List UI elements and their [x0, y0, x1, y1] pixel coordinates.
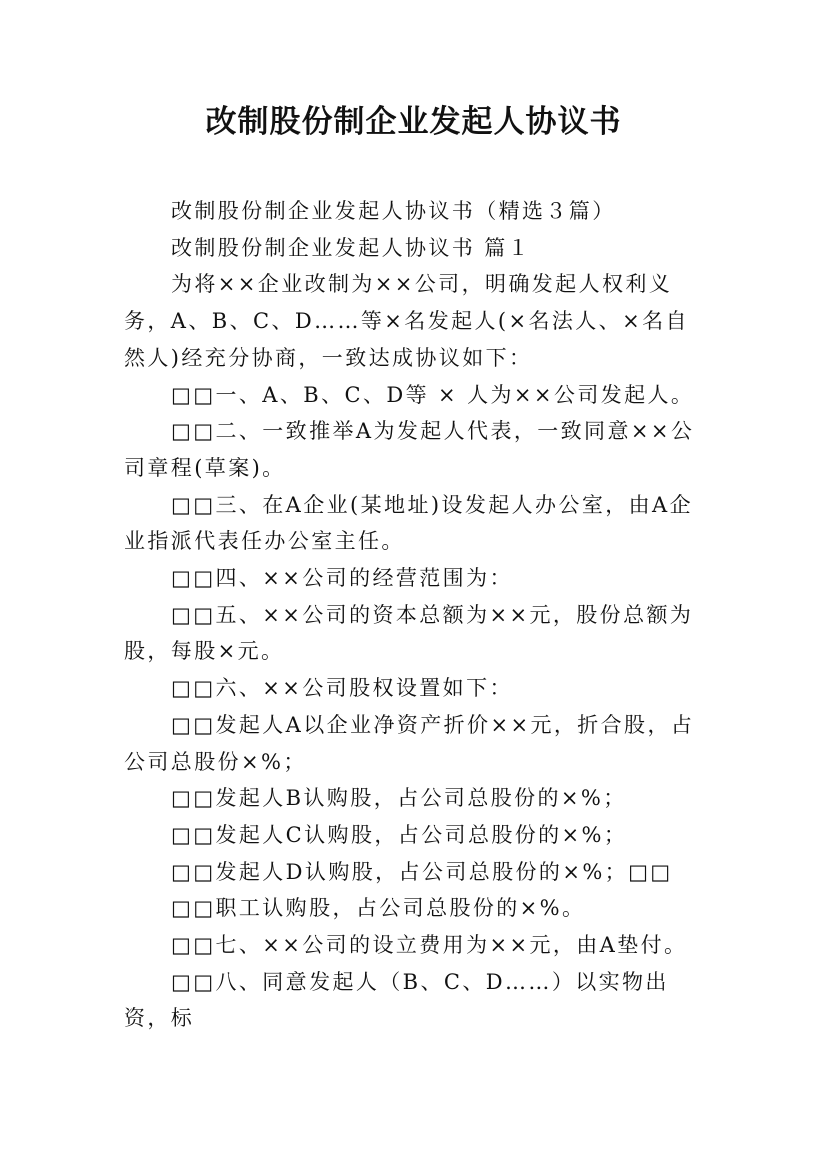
document-title: 改制股份制企业发起人协议书: [205, 104, 622, 140]
clause-6-item-b: □□发起人B认购股，占公司总股份的×%；: [171, 786, 627, 811]
clause-7: □□七、××公司的设立费用为××元，由A垫付。: [171, 933, 688, 958]
clause-8: □□八、同意发起人（B、C、D……）以实物出资，标: [124, 969, 669, 1031]
clause-6-item-a: □□发起人A以企业净资产折价××元，折合股，占公司总股份×%；: [124, 712, 695, 774]
clause-6: □□六、××公司股权设置如下：: [171, 676, 513, 701]
clause-4: □□四、××公司的经营范围为：: [171, 566, 513, 591]
clause-6-item-staff: □□职工认购股，占公司总股份的×%。: [171, 896, 586, 921]
clause-3: □□三、在A企业(某地址)设发起人办公室，由A企业指派代表任办公室主任。: [124, 492, 693, 554]
clause-6-item-d: □□发起人D认购股，占公司总股份的×%；□□: [171, 859, 673, 884]
document-body: [124, 193, 709, 1037]
clause-6-item-c: □□发起人C认购股，占公司总股份的×%；: [171, 822, 628, 847]
clause-5: □□五、××公司的资本总额为××元，股份总额为股，每股×元。: [124, 602, 694, 664]
intro-paragraph: 为将××企业改制为××公司，明确发起人权利义务，A、B、C、D……等×名发起人(×名法人、×名自然人)经充分协商，一致达成协议如下：: [124, 272, 689, 370]
clause-2: □□二、一致推举A为发起人代表，一致同意××公司章程(草案)。: [124, 419, 695, 480]
subtitle-paragraph: 改制股份制企业发起人协议书（精选３篇）: [171, 199, 616, 223]
clause-1: □□一、A、B、C、D等 × 人为××公司发起人。: [171, 382, 695, 407]
section-heading: 改制股份制企业发起人协议书 篇１: [171, 235, 532, 260]
